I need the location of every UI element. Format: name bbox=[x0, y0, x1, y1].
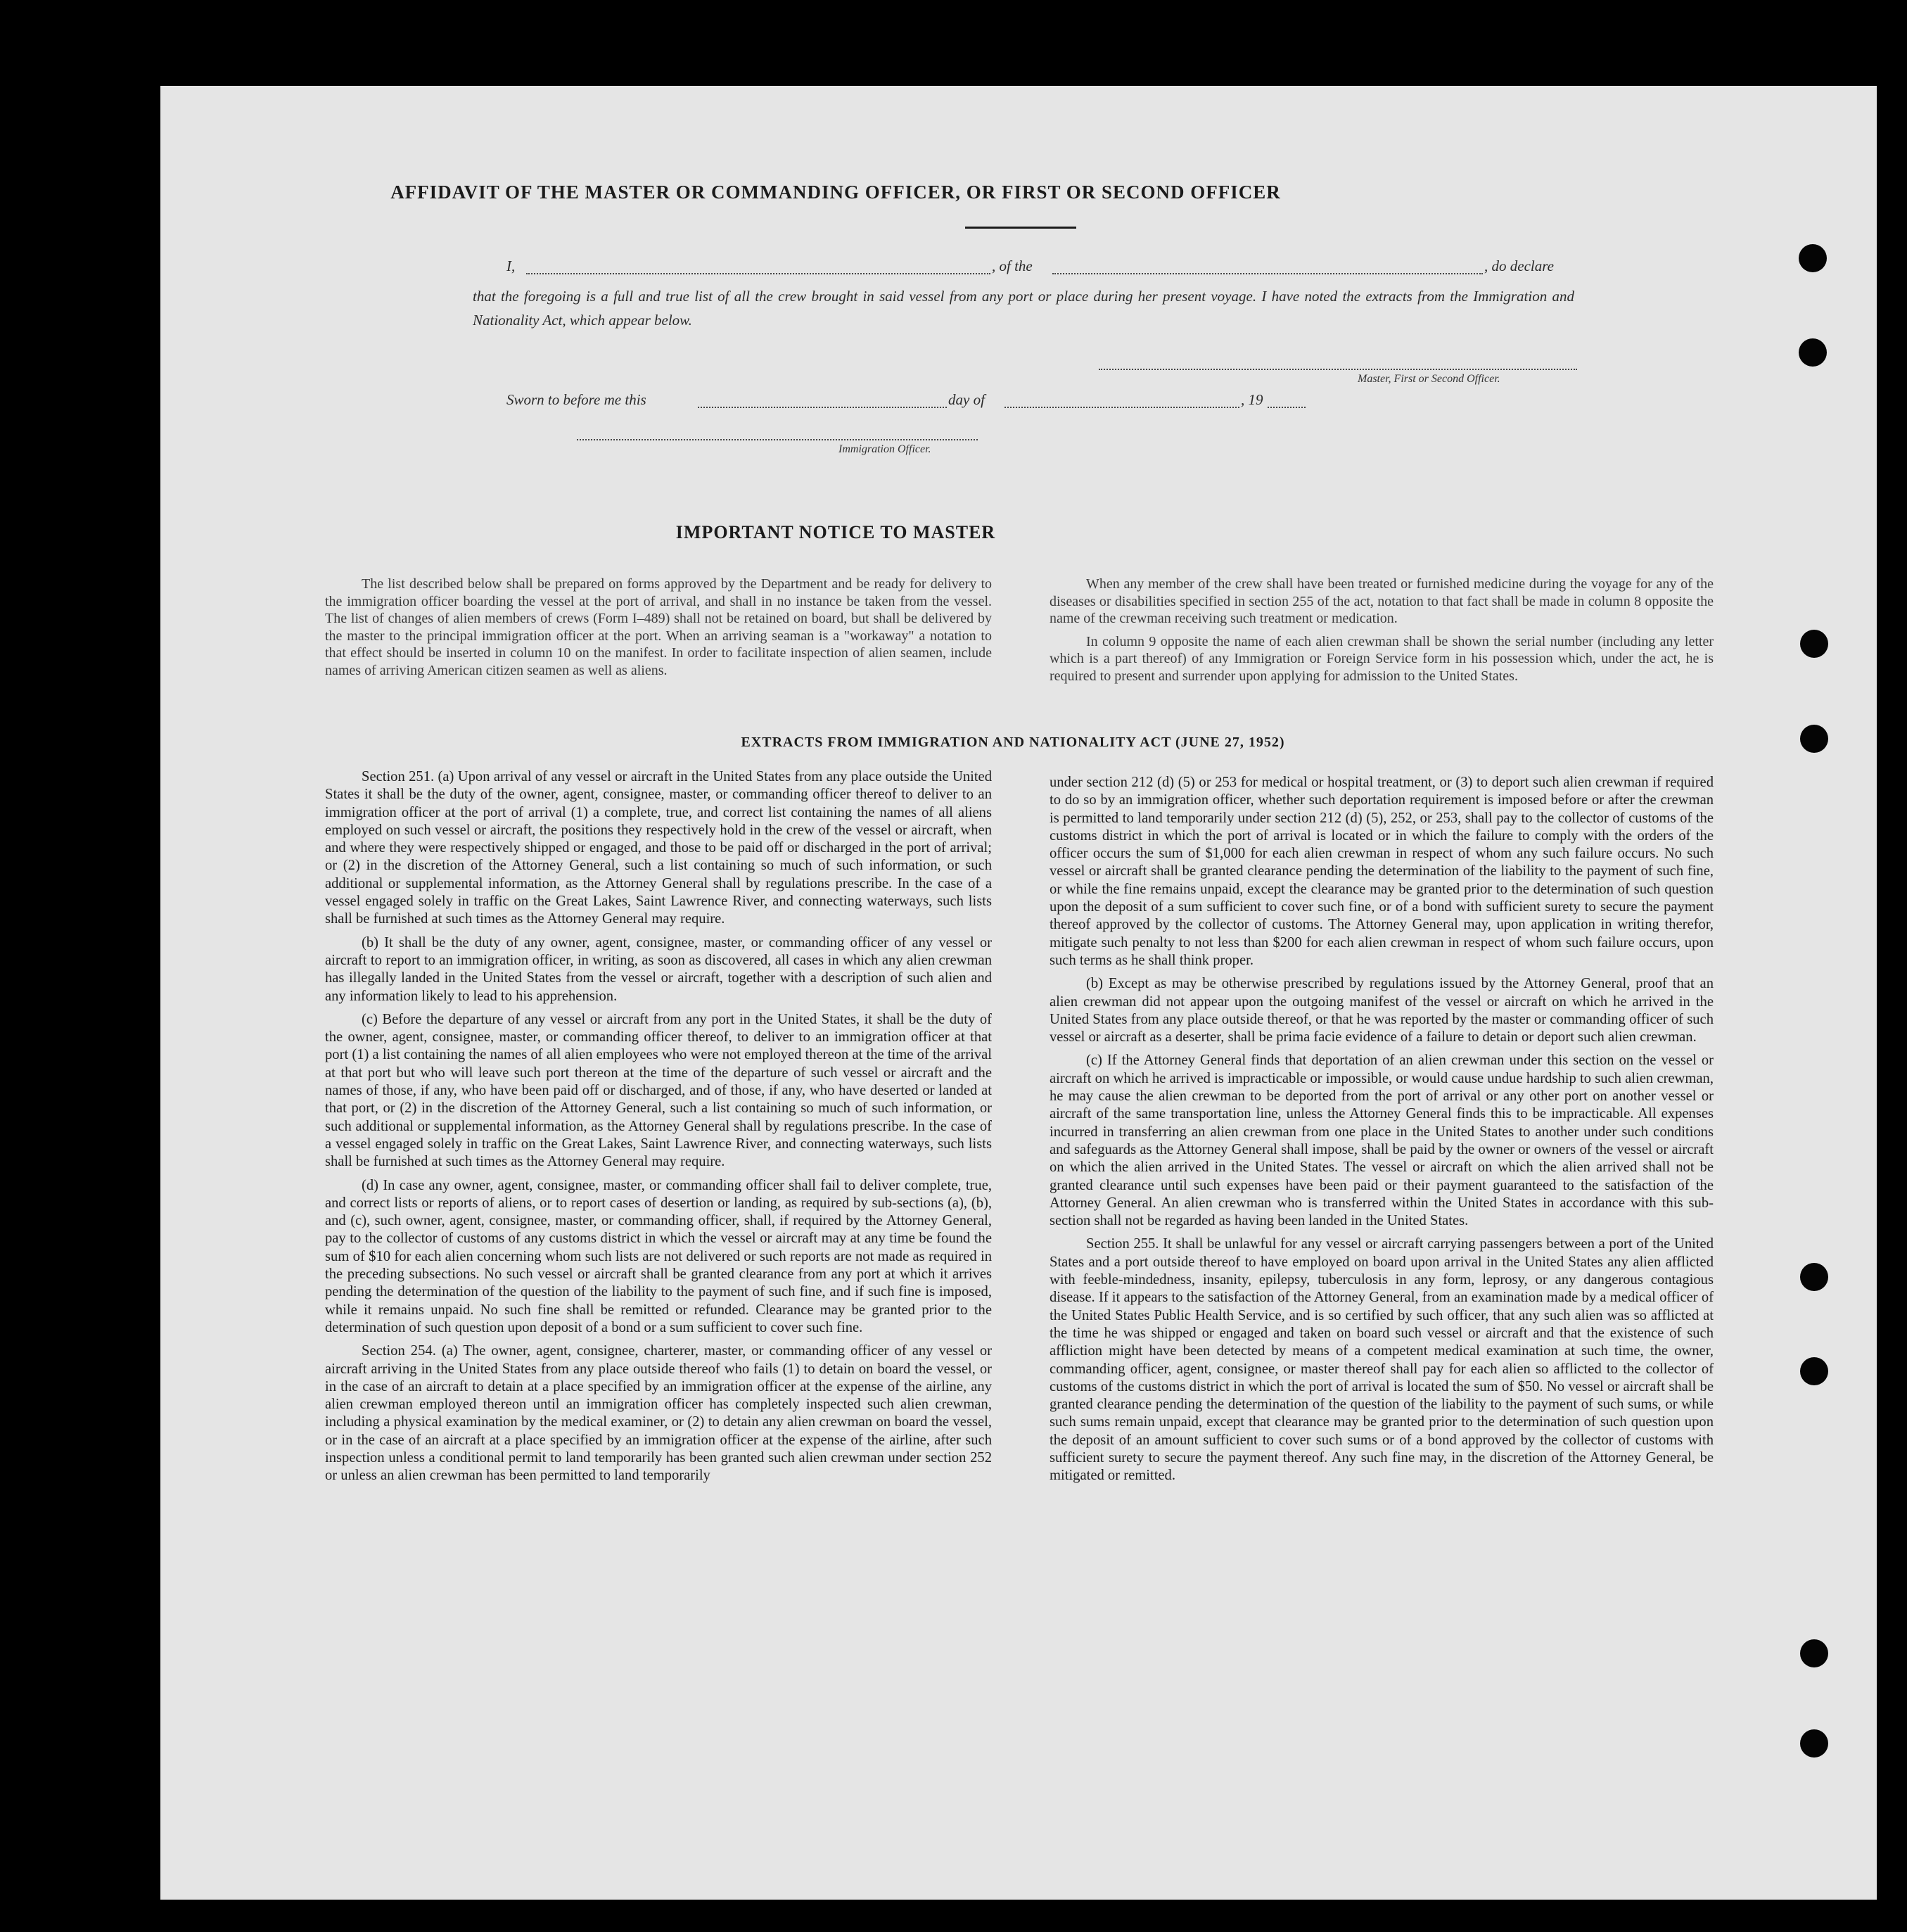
binder-hole bbox=[1799, 244, 1827, 272]
sworn-day-blank[interactable] bbox=[698, 407, 947, 408]
section-paragraph: Section 254. (a) The owner, agent, consignee, charterer, master, or commanding officer of any vessel or aircraft arriving in the United States from any place outside thereof who fails (1) to detain on board the vessel, or in the case of an aircraft to detain at a place specified by an immigration officer at the expense of the airline, any alien crewman employed thereon until an immigration officer has completely inspected such alien crewman, including a physical examination by the medical examiner, or (2) to detain any alien crewman on board the vessel, or in the case of an aircraft at a place specified by an immigration officer at the expense of the airline, after such inspection unless a conditional permit to land temporarily has been granted such alien crewman under section 252 or unless an alien crewman has been permitted to land temporarily bbox=[325, 1343, 992, 1484]
day-of-label: day of bbox=[948, 391, 985, 408]
section-paragraph: (b) Except as may be otherwise prescribed by regulations issued by the Attorney General, proof that an alien crewman did not appear upon the outgoing manifest of the vessel or aircraft on which he arrived in the United States from any place outside thereof, or that he was reported by the master or commanding officer of such vessel or aircraft as a deserter, shall be prima facie evidence of a failure to detain or deport such alien crewman. bbox=[1050, 976, 1714, 1046]
of-the-label: , of the bbox=[992, 258, 1033, 274]
notice-paragraph: The list described below shall be prepared on forms approved by the Department and be ready for delivery to the immigration officer boarding the vessel at the port of arrival, and shall in no instance be taken from the vessel. The list of changes of alien members of crews (Form I–489) shall not be retained on board, but shall be delivered by the master to the principal immigration officer at the port. When an arriving seaman is a "workaway" a notation to that effect should be inserted in column 10 on the manifest. In order to facilitate inspection of alien seamen, include names of arriving American citizen seamen as well as aliens. bbox=[325, 576, 992, 678]
extracts-right-column bbox=[1050, 774, 1714, 1491]
extracts-left-column bbox=[325, 768, 992, 1491]
section-paragraph: (c) Before the departure of any vessel or aircraft from any port in the United States, it shall be the duty of the owner, agent, consignee, master, or commanding officer thereof, to deliver to an immigration officer at that port (1) a list containing the names of all alien employees who were not employed thereon at the time of the arrival at that port but who will leave such port thereon at the time of the departure of such vessel or aircraft and the names of those, if any, who have been paid off or discharged, and of those, if any, who have deserted or landed at that port, or (2) in the discretion of the Attorney General, such a list containing so much of such information, or such additional or supplemental information, as the Attorney General shall by regulations prescribe. In the case of a vessel engaged solely in traffic on the Great Lakes, Saint Lawrence River, and connecting waterways, such lists shall be furnished at such times as the Attorney General may require. bbox=[325, 1011, 992, 1170]
binder-hole bbox=[1800, 1357, 1828, 1385]
vessel-blank[interactable] bbox=[1052, 273, 1483, 274]
binder-hole bbox=[1800, 1639, 1828, 1667]
section-paragraph: under section 212 (d) (5) or 253 for medical or hospital treatment, or (3) to deport such alien crewman if required to do so by an immigration officer, whether such deportation requirement is imposed before or after the crewman is permitted to land temporarily under section 212 (d) (5), 252, or 253, shall pay to the collector of customs of the customs district in which the port of arrival is located or in which the failure to comply with the orders of the officer occurs the sum of $1,000 for each alien crewman in respect of whom any such failure occurs. No such vessel or aircraft shall be granted clearance pending the determination of the liability to the payment of such fine, or while the fine remains unpaid, except the clearance may be granted prior to the determination of such question upon the deposit of a sum sufficient to cover such fine, or of a bond with sufficient surety to secure the payment thereof approved by the collector of customs. The Attorney General may, upon application in writing therefor, mitigate such penalty to not less than $200 for each alien crewman in respect of whom such failure occurs, upon such terms as he shall think proper. bbox=[1050, 775, 1714, 968]
do-declare-label: , do declare bbox=[1484, 258, 1554, 274]
notice-left-column bbox=[325, 576, 992, 685]
i-label: I, bbox=[506, 258, 516, 274]
sworn-month-blank[interactable] bbox=[1004, 407, 1239, 408]
name-blank[interactable] bbox=[526, 273, 990, 274]
section-paragraph: (d) In case any owner, agent, consignee, master, or commanding officer shall fail to deliver complete, true, and correct lists or reports of aliens, or to report cases of desertion or landing, as required by sub-sections (a), (b), and (c), such owner, agent, consignee, master, or commanding officer, shall, if required by the Attorney General, pay to the collector of customs of any customs district in which the vessel or aircraft may at any time be found the sum of $10 for each alien concerning whom such lists are not delivered or such reports are not made as required in the preceding subsections. No such vessel or aircraft shall be granted clearance from any port at which it arrives pending the determination of the question of the liability to the payment of such fine, and if such fine is imposed, while it remains unpaid. No such fine shall be remitted or refunded. Clearance may be granted prior to the determination of such question upon deposit of a bond or a sum sufficient to cover such fine. bbox=[325, 1177, 992, 1335]
section-paragraph: Section 251. (a) Upon arrival of any vessel or aircraft in the United States from any place outside the United States it shall be the duty of the owner, agent, consignee, master, or commanding officer thereof to deliver to an immigration officer at the port of arrival (1) a complete, true, and correct list containing the names of all aliens employed on such vessel or aircraft, the positions they respectively hold in the crew of the vessel or aircraft, when and where they were respectively shipped or engaged, and those to be paid off or discharged in the port of arrival; or (2) in the discretion of the Attorney General, such a list containing so much of such information, or such additional or supplemental information, as the Attorney General shall by regulations prescribe. In the case of a vessel engaged solely in traffic on the Great Lakes, Saint Lawrence River, and connecting waterways, such lists shall be furnished at such times as the Attorney General may require. bbox=[325, 769, 992, 927]
notice-paragraph: When any member of the crew shall have been treated or furnished medicine during the voyage for any of the diseases or disabilities specified in section 255 of the act, notation to that fact shall be made in column 8 opposite the name of the crewman receiving such treatment or medication. bbox=[1050, 576, 1714, 626]
master-signature-line[interactable] bbox=[1099, 369, 1577, 370]
section-paragraph: Section 255. It shall be unlawful for any vessel or aircraft carrying passengers between a port of the United States and a port outside thereof to have employed on board upon arrival in the United States any alien afflicted with feeble-mindedness, insanity, epilepsy, tuberculosis in any form, leprosy, or any dangerous contagious disease. If it appears to the satisfaction of the Attorney General, from an examination made by a medical officer of the United States Public Health Service, and is so certified by such officer, that any such alien was so afflicted at the time he was shipped or engaged and taken on board such vessel or aircraft and that the existence of such affliction might have been detected by means of a competent medical examination at such time, the owner, commanding officer, agent, consignee, or master thereof shall pay for each alien so afflicted to the collector of customs of the customs district in which the port of arrival is located the sum of $50. No vessel or aircraft shall be granted clearance pending the determination of the question of the liability to the payment of such sums, or while such sums remain unpaid, except that clearance may be granted prior to the determination of such question upon the deposit of an amount sufficient to cover such sums or of a bond approved by the collector of customs with sufficient surety to secure the payment thereof. Any such fine may, in the discretion of the Attorney General, be mitigated or remitted. bbox=[1050, 1236, 1714, 1484]
sworn-year-blank[interactable] bbox=[1268, 407, 1306, 408]
binder-hole bbox=[1800, 1263, 1828, 1291]
officer-signature-label: Immigration Officer. bbox=[838, 443, 931, 455]
notice-paragraph: In column 9 opposite the name of each alien crewman shall be shown the serial number (including any letter which is a part thereof) of any Immigration or Foreign Service form in his possession which, under the act, he is required to present and surrender upon applying for admission to the United States. bbox=[1050, 633, 1714, 684]
affidavit-title: AFFIDAVIT OF THE MASTER OR COMMANDING OFFICER, OR FIRST OR SECOND OFFICER bbox=[390, 182, 1281, 203]
title-rule bbox=[965, 227, 1076, 229]
binder-hole bbox=[1800, 725, 1828, 753]
binder-hole bbox=[1799, 338, 1827, 367]
section-paragraph: (c) If the Attorney General finds that deportation of an alien crewman under this section on the vessel or aircraft on which he arrived is impracticable or impossible, or would cause undue hardship to such alien crewman, he may cause the alien crewman to be deported from the port of arrival or any other port on another vessel or aircraft of the same transportation line, unless the Attorney General finds this to be impracticable. All expenses incurred in transferring an alien crewman from one place in the United States to another under such conditions and safeguards as the Attorney General shall impose, shall be paid by the owner or owners of the vessel or aircraft on which the alien arrived in the United States. The vessel or aircraft on which the alien arrived shall not be granted clearance until such expenses have been paid or their payment guaranteed to the satisfaction of the Attorney General. An alien crewman who is transferred within the United States in accordance with this sub-section shall not be regarded as having been landed in the United States. bbox=[1050, 1053, 1714, 1229]
notice-right-column bbox=[1050, 576, 1714, 690]
officer-signature-line[interactable] bbox=[577, 439, 978, 440]
master-signature-label: Master, First or Second Officer. bbox=[1358, 373, 1500, 385]
extracts-title: EXTRACTS FROM IMMIGRATION AND NATIONALITY ACT (JUNE 27, 1952) bbox=[741, 735, 1285, 750]
binder-hole bbox=[1800, 1729, 1828, 1758]
declaration-text: that the foregoing is a full and true list of all the crew brought in said vessel from any port or place during her present voyage. I have noted the extracts from the Immigration and Nationality Act, which appear below. bbox=[473, 288, 1574, 329]
section-paragraph: (b) It shall be the duty of any owner, agent, consignee, master, or commanding officer of any vessel or aircraft to report to an immigration officer, in writing, as soon as discovered, all cases in which any alien crewman has illegally landed in the United States from the vessel or aircraft, together with a description of such alien and any information likely to lead to his apprehension. bbox=[325, 934, 992, 1004]
year-label: , 19 bbox=[1241, 391, 1263, 408]
binder-hole bbox=[1800, 630, 1828, 658]
sworn-label: Sworn to before me this bbox=[506, 391, 646, 408]
notice-title: IMPORTANT NOTICE TO MASTER bbox=[675, 522, 996, 542]
